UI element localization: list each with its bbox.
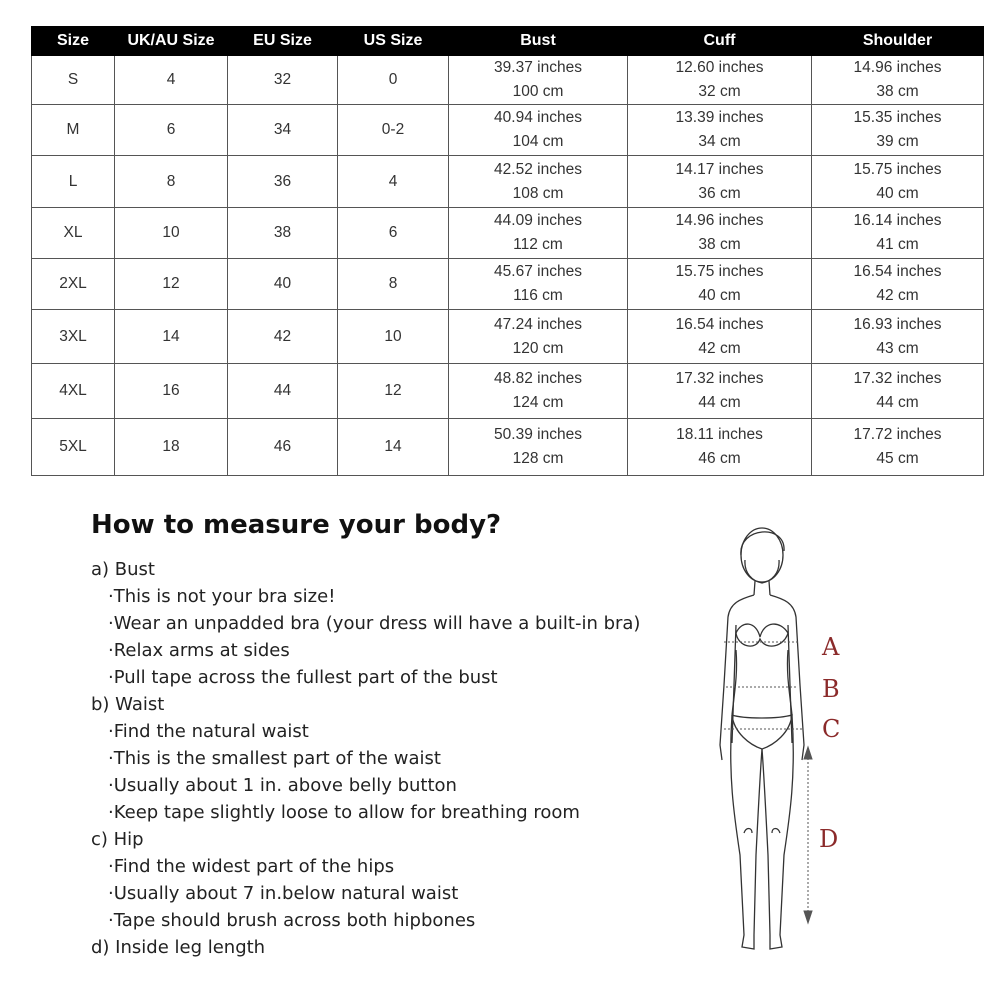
cuff-cm: 34 cm <box>698 133 741 150</box>
measurement-guide <box>91 556 651 961</box>
guide-title: How to measure your body? <box>91 510 502 540</box>
marker-c: C <box>822 715 841 743</box>
bust-cm: 108 cm <box>512 184 564 202</box>
cuff-inches: 13.39 inches <box>675 109 764 126</box>
cuff-inches: 17.32 inches <box>675 370 764 387</box>
body-outline <box>720 528 804 949</box>
size-row <box>32 156 984 208</box>
guide-tip: ·This is the smallest part of the waist <box>108 748 441 769</box>
column-header: Bust <box>449 27 628 56</box>
cell-shoulder <box>812 310 984 364</box>
cell-size: 4XL <box>32 364 115 419</box>
guide-tip: ·Find the widest part of the hips <box>108 856 395 877</box>
cell-cuff <box>628 56 812 105</box>
cell-us: 10 <box>338 310 449 364</box>
shoulder-inches: 16.14 inches <box>853 212 942 229</box>
cuff-cm: 38 cm <box>698 236 741 253</box>
guide-tip: ·Keep tape slightly loose to allow for breathing room <box>108 802 580 823</box>
cell-us: 14 <box>338 419 449 476</box>
cuff-inches: 15.75 inches <box>675 263 764 280</box>
cell-us: 0 <box>338 56 449 105</box>
cell-cuff <box>628 156 812 208</box>
cuff-cm: 40 cm <box>698 287 741 304</box>
cuff-cm: 32 cm <box>698 83 741 100</box>
guide-tip: ·Usually about 1 in. above belly button <box>108 775 457 796</box>
cell-bust <box>449 364 628 419</box>
guide-tip: ·Wear an unpadded bra (your dress will have a built-in bra) <box>108 613 641 634</box>
guide-section-label: b) Waist <box>91 694 165 715</box>
cell-shoulder <box>812 259 984 310</box>
body-measurement-figure <box>700 515 870 965</box>
cell-eu: 44 <box>228 364 338 419</box>
marker-b: B <box>822 675 840 703</box>
bust-inches: 42.52 inches <box>494 160 582 178</box>
shoulder-inches: 17.72 inches <box>853 426 942 443</box>
cell-eu: 40 <box>228 259 338 310</box>
shoulder-inches: 16.93 inches <box>853 315 942 333</box>
cell-shoulder <box>812 208 984 259</box>
guide-tip: ·Pull tape across the fullest part of the bust <box>108 667 498 688</box>
cell-shoulder <box>812 419 984 476</box>
column-header: Size <box>32 27 115 56</box>
bust-cm: 124 cm <box>512 394 564 411</box>
size-chart-header <box>32 27 984 56</box>
shoulder-cm: 42 cm <box>876 287 919 304</box>
cell-eu: 36 <box>228 156 338 208</box>
cell-us: 12 <box>338 364 449 419</box>
cuff-inches: 14.96 inches <box>675 212 764 229</box>
shoulder-cm: 43 cm <box>876 339 919 357</box>
cell-us: 0-2 <box>338 105 449 156</box>
cuff-inches: 14.17 inches <box>675 160 764 178</box>
cell-bust <box>449 56 628 105</box>
bust-inches: 39.37 inches <box>494 59 582 76</box>
cell-size: XL <box>32 208 115 259</box>
cell-bust <box>449 419 628 476</box>
size-chart-table <box>31 26 984 476</box>
guide-tip: ·Relax arms at sides <box>108 640 290 661</box>
cell-cuff <box>628 259 812 310</box>
bust-cm: 100 cm <box>512 83 564 100</box>
column-header: Shoulder <box>812 27 984 56</box>
size-row <box>32 419 984 476</box>
cell-uk: 14 <box>115 310 228 364</box>
bust-cm: 104 cm <box>512 133 564 150</box>
cell-bust <box>449 259 628 310</box>
size-row <box>32 364 984 419</box>
shoulder-inches: 14.96 inches <box>853 59 942 76</box>
size-row <box>32 56 984 105</box>
bust-inches: 45.67 inches <box>494 263 582 280</box>
cell-eu: 38 <box>228 208 338 259</box>
cell-uk: 4 <box>115 56 228 105</box>
bust-inches: 47.24 inches <box>494 315 582 333</box>
bust-inches: 40.94 inches <box>494 109 582 126</box>
cell-size: 3XL <box>32 310 115 364</box>
shoulder-inches: 17.32 inches <box>853 370 942 387</box>
cell-uk: 10 <box>115 208 228 259</box>
cell-uk: 12 <box>115 259 228 310</box>
cell-cuff <box>628 208 812 259</box>
cuff-cm: 46 cm <box>698 450 741 467</box>
cell-uk: 6 <box>115 105 228 156</box>
size-row <box>32 310 984 364</box>
guide-section-label: c) Hip <box>91 829 144 850</box>
size-row <box>32 208 984 259</box>
bust-cm: 128 cm <box>512 450 564 467</box>
cell-uk: 8 <box>115 156 228 208</box>
cell-shoulder <box>812 156 984 208</box>
guide-section-label: d) Inside leg length <box>91 937 266 958</box>
cell-us: 6 <box>338 208 449 259</box>
cell-shoulder <box>812 105 984 156</box>
cell-size: 5XL <box>32 419 115 476</box>
size-row <box>32 259 984 310</box>
cell-size: S <box>32 56 115 105</box>
size-row <box>32 105 984 156</box>
cuff-cm: 44 cm <box>698 394 741 411</box>
cell-bust <box>449 310 628 364</box>
column-header: US Size <box>338 27 449 56</box>
cell-cuff <box>628 419 812 476</box>
cell-us: 8 <box>338 259 449 310</box>
marker-d: D <box>819 825 839 853</box>
bust-inches: 48.82 inches <box>494 370 582 387</box>
column-header: Cuff <box>628 27 812 56</box>
shoulder-inches: 15.35 inches <box>853 109 942 126</box>
cell-uk: 16 <box>115 364 228 419</box>
bust-cm: 120 cm <box>512 339 564 357</box>
cell-bust <box>449 156 628 208</box>
size-chart-body <box>32 56 984 476</box>
shoulder-cm: 39 cm <box>876 133 919 150</box>
cell-bust <box>449 105 628 156</box>
bust-cm: 112 cm <box>513 236 563 253</box>
guide-tip: ·Tape should brush across both hipbones <box>108 910 476 931</box>
shoulder-cm: 44 cm <box>876 394 919 411</box>
cell-eu: 46 <box>228 419 338 476</box>
cell-uk: 18 <box>115 419 228 476</box>
body-outline-illustration <box>700 515 870 965</box>
cuff-inches: 18.11 inches <box>676 426 763 443</box>
shoulder-cm: 41 cm <box>876 236 919 253</box>
guide-tip: ·This is not your bra size! <box>108 586 336 607</box>
shoulder-cm: 45 cm <box>876 450 919 467</box>
cell-shoulder <box>812 56 984 105</box>
cell-bust <box>449 208 628 259</box>
column-header: UK/AU Size <box>115 27 228 56</box>
cuff-cm: 42 cm <box>698 339 741 357</box>
cell-size: 2XL <box>32 259 115 310</box>
guide-tip: ·Usually about 7 in.below natural waist <box>108 883 459 904</box>
bust-inches: 50.39 inches <box>494 426 582 443</box>
shoulder-cm: 38 cm <box>876 83 919 100</box>
cuff-inches: 12.60 inches <box>675 59 764 76</box>
column-header: EU Size <box>228 27 338 56</box>
cell-cuff <box>628 105 812 156</box>
cell-eu: 32 <box>228 56 338 105</box>
cell-eu: 34 <box>228 105 338 156</box>
guide-tip: ·Find the natural waist <box>108 721 309 742</box>
cell-eu: 42 <box>228 310 338 364</box>
cell-size: L <box>32 156 115 208</box>
bust-inches: 44.09 inches <box>494 212 582 229</box>
bust-cm: 116 cm <box>513 287 563 304</box>
cuff-cm: 36 cm <box>698 184 741 202</box>
marker-a: A <box>822 633 840 661</box>
cuff-inches: 16.54 inches <box>675 315 764 333</box>
cell-size: M <box>32 105 115 156</box>
cell-shoulder <box>812 364 984 419</box>
inseam-arrow <box>804 747 812 923</box>
cell-us: 4 <box>338 156 449 208</box>
guide-section-label: a) Bust <box>91 559 155 580</box>
shoulder-inches: 16.54 inches <box>853 263 942 280</box>
shoulder-inches: 15.75 inches <box>853 160 942 178</box>
shoulder-cm: 40 cm <box>876 184 919 202</box>
cell-cuff <box>628 364 812 419</box>
cell-cuff <box>628 310 812 364</box>
